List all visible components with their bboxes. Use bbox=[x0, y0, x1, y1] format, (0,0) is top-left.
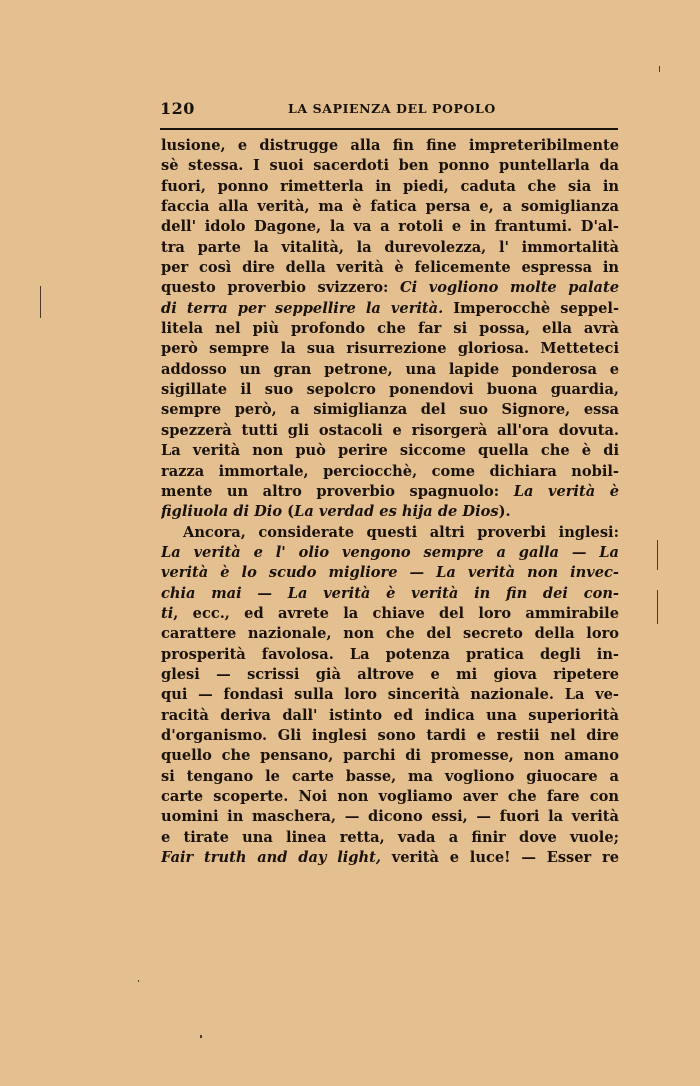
italic-run: figliuola di Dio bbox=[161, 503, 283, 521]
text-line bbox=[161, 665, 619, 685]
text-run: razza immortale, perciocchè, come dichiara nobil- bbox=[161, 462, 619, 480]
text-run: mente un altro proverbio spagnuolo: bbox=[161, 482, 514, 500]
text-line bbox=[161, 197, 619, 217]
margin-mark bbox=[657, 540, 658, 570]
text-run: sè stessa. I suoi sacerdoti ben ponno puntellarla da bbox=[161, 157, 619, 175]
text-run: dell' idolo Dagone, la va a rotoli e in frantumi. D'al- bbox=[161, 218, 619, 236]
text-line bbox=[161, 421, 619, 441]
text-run: però sempre la sua risurrezione gloriosa. Metteteci bbox=[161, 340, 619, 358]
text-line bbox=[161, 563, 619, 583]
text-line bbox=[161, 848, 619, 868]
text-line bbox=[161, 726, 619, 746]
text-run: per così dire della verità è felicemente espressa in bbox=[161, 259, 619, 277]
text-line bbox=[161, 156, 619, 176]
text-line bbox=[161, 319, 619, 339]
italic-run: ti bbox=[161, 604, 174, 622]
italic-run: verità è lo scudo migliore — La verità non invec- bbox=[161, 564, 619, 582]
text-run: fuori, ponno rimetterla in piedi, caduta che sia in bbox=[161, 177, 619, 195]
text-run: e tirate una linea retta, vada a finir dove vuole; bbox=[161, 828, 619, 846]
italic-run: Ci vogliono molte palate bbox=[400, 279, 619, 297]
text-run: tra parte la vitalità, la durevolezza, l' immortalità bbox=[161, 238, 619, 256]
text-run: qui — fondasi sulla loro sincerità nazionale. La ve- bbox=[161, 686, 619, 704]
text-run: questo proverbio svizzero: bbox=[161, 279, 401, 297]
header-rule bbox=[160, 128, 618, 130]
text-run: quello che pensano, parchi di promesse, non amano bbox=[161, 747, 619, 765]
text-run: carte scoperte. Noi non vogliamo aver che fare con bbox=[161, 788, 619, 805]
text-run: glesi — scrissi già altrove e mi giova ripetere bbox=[161, 665, 619, 683]
text-run: sigillate il suo sepolcro ponendovi buona guardia, bbox=[161, 381, 619, 399]
text-line bbox=[161, 787, 619, 807]
text-line bbox=[161, 807, 619, 827]
text-line bbox=[161, 462, 619, 482]
text-line bbox=[161, 746, 619, 766]
running-title: LA SAPIENZA DEL POPOLO bbox=[288, 101, 496, 116]
text-run: sempre però, a simiglianza del suo Signore, essa bbox=[161, 401, 619, 419]
italic-run: chia mai — La verità è verità in fin dei con- bbox=[161, 584, 619, 602]
text-line bbox=[161, 584, 619, 604]
italic-run: La verità è bbox=[513, 482, 619, 500]
text-line bbox=[161, 685, 619, 705]
text-line bbox=[161, 380, 619, 400]
text-run: verità e luce! — Esser re bbox=[380, 849, 619, 867]
text-line bbox=[161, 278, 619, 298]
text-run: uomini in maschera, — dicono essi, — fuori la verità bbox=[161, 808, 619, 826]
text-run: ). bbox=[498, 503, 511, 521]
text-line bbox=[161, 482, 619, 502]
text-run: lusione, e distrugge alla fin fine impreteribilmente bbox=[161, 137, 619, 154]
text-line bbox=[161, 217, 619, 237]
page-header bbox=[160, 99, 620, 121]
text-run: , ecc., ed avrete la chiave del loro ammirabile bbox=[173, 604, 619, 622]
text-line bbox=[161, 360, 619, 380]
text-line bbox=[161, 604, 619, 624]
text-run: carattere nazionale, non che del secreto della loro bbox=[161, 625, 619, 643]
text-run: ( bbox=[282, 503, 295, 521]
text-run: faccia alla verità, ma è fatica persa e, a somiglianza bbox=[161, 198, 619, 216]
margin-mark bbox=[40, 286, 41, 318]
text-line bbox=[161, 299, 619, 319]
text-line bbox=[161, 238, 619, 258]
italic-run: La verdad es hija de Dios bbox=[294, 503, 499, 521]
text-run: Imperocchè seppel- bbox=[443, 299, 619, 317]
body-text bbox=[161, 136, 619, 868]
margin-mark bbox=[657, 590, 658, 624]
text-line bbox=[161, 624, 619, 644]
text-line bbox=[161, 258, 619, 278]
text-line bbox=[161, 543, 619, 563]
text-run: spezzerà tutti gli ostacoli e risorgerà all'ora dovuta. bbox=[161, 421, 619, 439]
text-line bbox=[161, 828, 619, 848]
margin-mark bbox=[200, 1035, 202, 1038]
text-run: racità deriva dall' istinto ed indica una superiorità bbox=[161, 706, 619, 724]
italic-run: di terra per seppellire la verità. bbox=[161, 299, 444, 317]
text-run: d'organismo. Gli inglesi sono tardi e restii nel dire bbox=[161, 726, 619, 744]
text-run: La verità non può perire siccome quella che è di bbox=[161, 442, 619, 460]
text-line bbox=[161, 645, 619, 665]
text-line bbox=[161, 177, 619, 197]
text-run: addosso un gran petrone, una lapide ponderosa e bbox=[161, 360, 619, 378]
text-line bbox=[161, 441, 619, 461]
text-line bbox=[161, 502, 619, 522]
margin-mark bbox=[138, 980, 139, 982]
text-line bbox=[161, 339, 619, 359]
text-run: si tengano le carte basse, ma vogliono giuocare a bbox=[161, 767, 619, 785]
text-line bbox=[161, 706, 619, 726]
italic-run: Fair truth and day light, bbox=[161, 849, 381, 867]
text-line bbox=[161, 767, 619, 787]
text-run: litela nel più profondo che far si possa, ella avrà bbox=[161, 320, 619, 338]
margin-mark bbox=[659, 66, 660, 72]
text-run: Ancora, considerate questi altri proverbi inglesi: bbox=[183, 523, 619, 541]
text-line bbox=[161, 136, 619, 156]
text-line bbox=[161, 523, 619, 543]
page-number: 120 bbox=[160, 99, 195, 118]
italic-run: La verità e l' olio vengono sempre a galla — La bbox=[161, 543, 619, 561]
text-line bbox=[161, 400, 619, 420]
text-run: prosperità favolosa. La potenza pratica degli in- bbox=[161, 645, 619, 663]
